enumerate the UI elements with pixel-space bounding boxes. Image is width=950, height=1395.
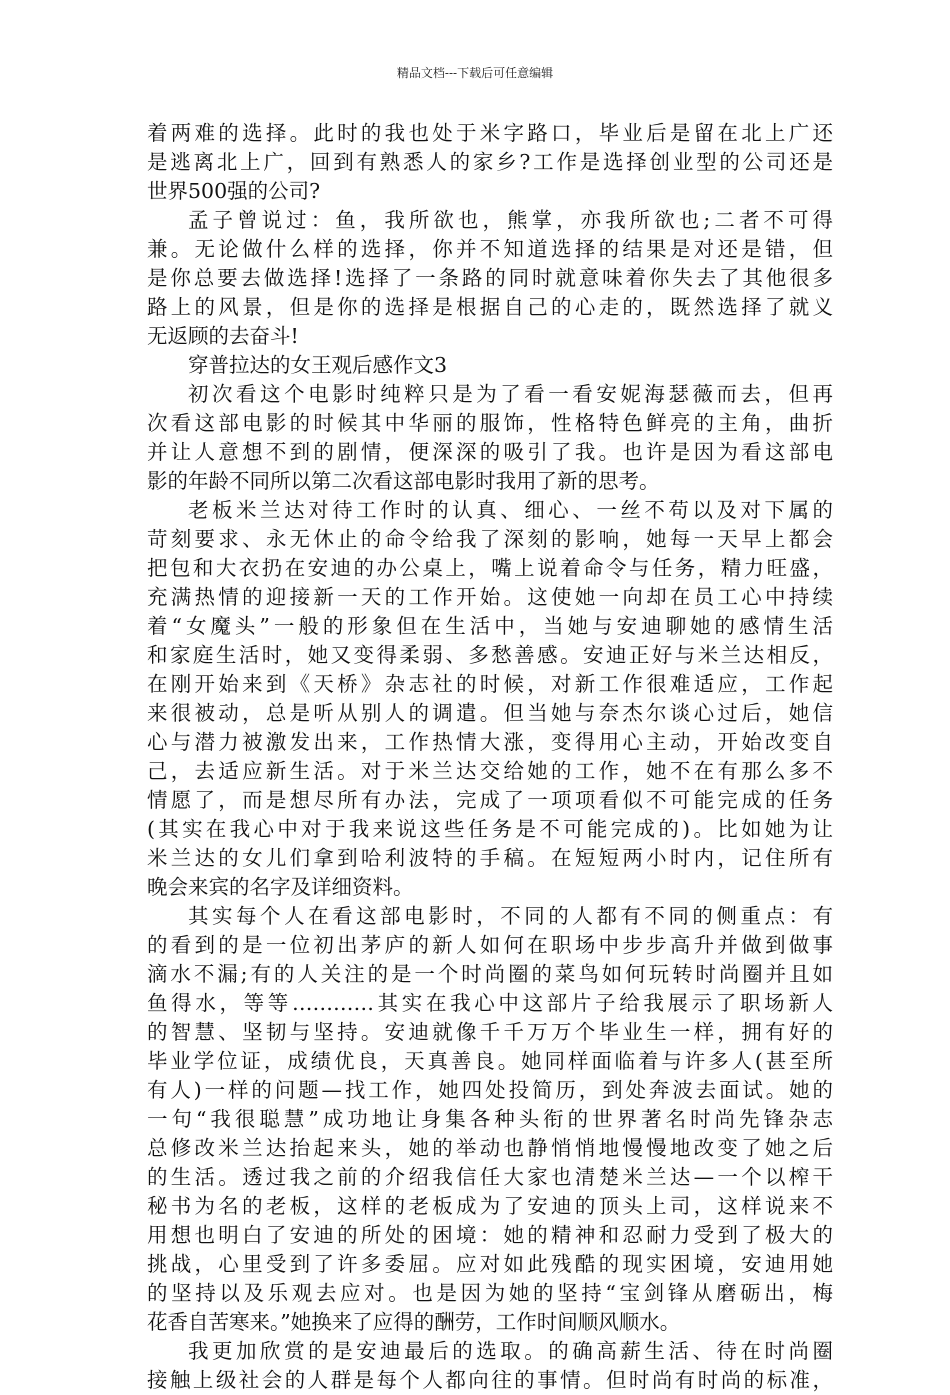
- text-line: 影的年龄不同所以第二次看这部电影时我用了新的思考。: [147, 469, 660, 493]
- text-line: 毕业学位证，成绩优良，天真善良。她同样面临着与许多人(甚至所: [147, 1049, 833, 1073]
- text-line: 充满热情的迎接新一天的工作开始。这使她一向却在员工心中持续: [147, 585, 833, 609]
- text-line: 心与潜力被激发出来，工作热情大涨，变得用心主动，开始改变自: [147, 730, 833, 754]
- text-line: 的智慧、坚韧与坚持。安迪就像千千万万个毕业生一样，拥有好的: [147, 1020, 833, 1044]
- text-line: 路上的风景，但是你的选择是根据自己的心走的，既然选择了就义: [147, 295, 833, 319]
- text-line: 和家庭生活时，她又变得柔弱、多愁善感。安迪正好与米兰达相反，: [147, 643, 833, 667]
- text-line: 苛刻要求、永无休止的命令给我了深刻的影响，她每一天早上都会: [147, 527, 833, 551]
- text-line: 一句“我很聪慧”成功地让身集各种头衔的世界著名时尚先锋杂志: [147, 1107, 833, 1131]
- text-line: 来很被动，总是听从别人的调遣。但当她与奈杰尔谈心过后，她信: [147, 701, 833, 725]
- text-line: 是你总要去做选择!选择了一条路的同时就意味着你失去了其他很多: [147, 266, 833, 290]
- text-line: 着“女魔头”一般的形象但在生活中，当她与安迪聊她的感情生活: [147, 614, 833, 638]
- text-line: 用想也明白了安迪的所处的困境：她的精神和忍耐力受到了极大的: [147, 1223, 833, 1247]
- text-line: 总修改米兰达抬起来头，她的举动也静悄悄地慢慢地改变了她之后: [147, 1136, 833, 1160]
- text-line: 世界500强的公司?: [147, 179, 321, 203]
- text-line: 鱼得水，等等…………其实在我心中这部片子给我展示了职场新人: [147, 991, 833, 1015]
- text-line: 并让人意想不到的剧情，便深深的吸引了我。也许是因为看这部电: [147, 440, 833, 464]
- text-line: 我更加欣赏的是安迪最后的选取。的确高薪生活、待在时尚圈: [188, 1339, 833, 1363]
- text-line: 秘书为名的老板，这样的老板成为了安迪的顶头上司，这样说来不: [147, 1194, 833, 1218]
- text-line: 孟子曾说过：鱼，我所欲也，熊掌，亦我所欲也;二者不可得: [188, 208, 833, 232]
- text-line: 的坚持以及乐观去应对。也是因为她的坚持“宝剑锋从磨砺出，梅: [147, 1281, 833, 1305]
- page-header: 精品文档---下载后可任意编辑: [396, 66, 554, 80]
- text-line: 有人)一样的问题—找工作，她四处投简历，到处奔波去面试。她的: [147, 1078, 833, 1102]
- text-line: 次看这部电影的时候其中华丽的服饰，性格特色鲜亮的主角，曲折: [147, 411, 833, 435]
- text-line: 的生活。透过我之前的介绍我信任大家也清楚米兰达—一个以榨干: [147, 1165, 833, 1189]
- text-line: 情愿了，而是想尽所有办法，完成了一项项看似不可能完成的任务: [147, 788, 833, 812]
- text-line: 的看到的是一位初出茅庐的新人如何在职场中步步高升并做到做事: [147, 933, 833, 957]
- text-line: 己，去适应新生活。对于米兰达交给她的工作，她不在有那么多不: [147, 759, 833, 783]
- text-line: 挑战，心里受到了许多委屈。应对如此残酷的现实困境，安迪用她: [147, 1252, 833, 1276]
- text-line: 无返顾的去奋斗!: [147, 324, 299, 348]
- text-line: 着两难的选择。此时的我也处于米字路口，毕业后是留在北上广还: [147, 121, 833, 145]
- text-line: 在刚开始来到《天桥》杂志社的时候，对新工作很难适应，工作起: [147, 672, 833, 696]
- text-line: 是逃离北上广，回到有熟悉人的家乡?工作是选择创业型的公司还是: [147, 150, 833, 174]
- text-line: 晚会来宾的名字及详细资料。: [147, 875, 414, 899]
- text-line: 兼。无论做什么样的选择，你并不知道选择的结果是对还是错，但: [147, 237, 833, 261]
- text-line: 把包和大衣扔在安迪的办公桌上，嘴上说着命令与任务，精力旺盛，: [147, 556, 833, 580]
- text-line: 初次看这个电影时纯粹只是为了看一看安妮海瑟薇而去，但再: [188, 382, 833, 406]
- section-heading: 穿普拉达的女王观后感作文3: [188, 353, 448, 377]
- text-line: 老板米兰达对待工作时的认真、细心、一丝不苟以及对下属的: [188, 498, 833, 522]
- text-line: 米兰达的女儿们拿到哈利波特的手稿。在短短两小时内，记住所有: [147, 846, 833, 870]
- text-line: 滴水不漏;有的人关注的是一个时尚圈的菜鸟如何玩转时尚圈并且如: [147, 962, 833, 986]
- text-line: 花香自苦寒来。”她换来了应得的酬劳，工作时间顺风顺水。: [147, 1310, 681, 1334]
- text-line: 接触上级社会的人群是每个人都向往的事情。但时尚有时尚的标准，: [147, 1368, 833, 1392]
- text-line: 其实每个人在看这部电影时，不同的人都有不同的侧重点：有: [188, 904, 833, 928]
- text-line: (其实在我心中对于我来说这些任务是不可能完成的)。比如她为让: [147, 817, 833, 841]
- document-body: [147, 119, 833, 1395]
